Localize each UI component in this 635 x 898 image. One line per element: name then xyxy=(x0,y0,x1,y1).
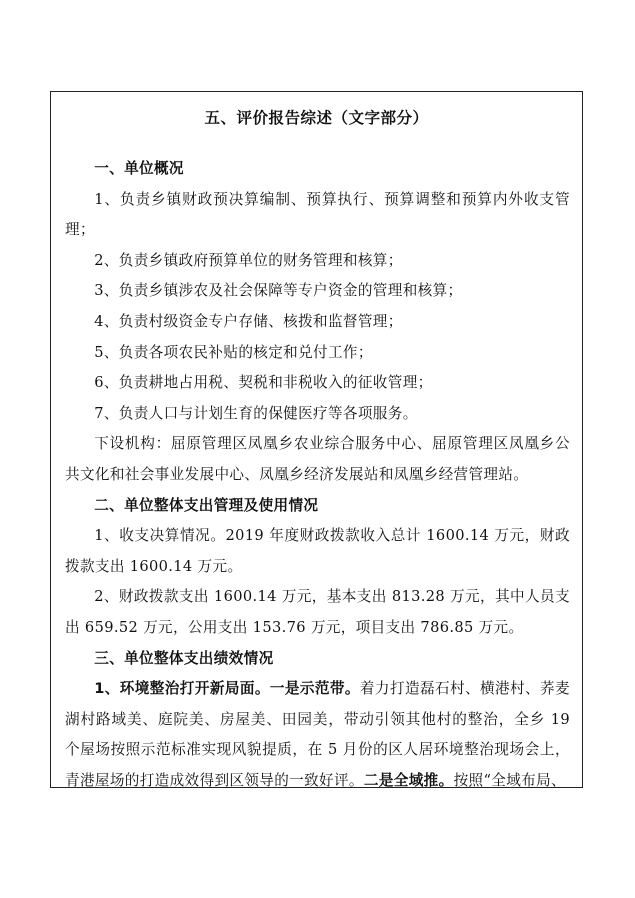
performance-paragraph xyxy=(65,674,570,796)
duty-item-5: 5、负责各项农民补贴的核定和兑付工作； xyxy=(94,343,373,361)
duty-item-3: 3、负责乡镇涉农及社会保障等专户资金的管理和核算； xyxy=(94,282,463,300)
duty-item-2: 2、负责乡镇政府预算单位的财务管理和核算； xyxy=(94,251,403,269)
section-title: 五、评价报告综述（文字部分） xyxy=(204,109,429,127)
duty-item-4: 4、负责村级资金专户存储、核拨和监督管理； xyxy=(94,312,403,330)
heading-unit-overview: 一、单位概况 xyxy=(94,160,184,177)
report-content xyxy=(65,154,570,796)
heading-performance: 三、单位整体支出绩效情况 xyxy=(94,649,274,667)
sub-institutions: 下设机构：屈原管理区凤凰乡农业综合服务中心、屈原管理区凤凰乡公共文化和社会事业发展中心、凤凰乡经济发展站和凤凰乡经营管理站。 xyxy=(65,435,570,483)
expenditure-breakdown: 2、财政拨款支出 1600.14 万元，基本支出 813.28 万元，其中人员支出 659.52 万元，公用支出 153.76 万元，项目支出 786.85 万元。 xyxy=(65,588,570,636)
heading-expenditure-management: 二、单位整体支出管理及使用情况 xyxy=(94,496,319,514)
duty-item-1: 1、负责乡镇财政预决算编制、预算执行、预算调整和预算内外收支管理； xyxy=(65,190,570,239)
paragraph-text-2: 按照“全域布局、 xyxy=(453,771,566,789)
bold-lead-1: 1、环境整治打开新局面。一是示范带。 xyxy=(94,680,360,698)
duty-item-7: 7、负责人口与计划生育的保健医疗等各项服务。 xyxy=(94,404,418,422)
paragraph-text-1: 着力打造磊石村、横港村、荞麦湖村路域美、庭院美、房屋美、田园美，带动引领其他村的整治，全乡 19 个屋场按照示范标准实现风貌提质，在 5 月份的区人居环境整治现场会上，青港屋场的打造成效得到区领导的一致好评。 xyxy=(65,680,570,789)
bold-lead-2: 二是全域推。 xyxy=(363,771,454,789)
evaluation-report-box xyxy=(50,91,583,788)
budget-final-accounts: 1、收支决算情况。2019 年度财政拨款收入总计 1600.14 万元，财政拨款支出 1600.14 万元。 xyxy=(65,527,570,575)
duty-item-6: 6、负责耕地占用税、契税和非税收入的征收管理； xyxy=(94,374,433,392)
